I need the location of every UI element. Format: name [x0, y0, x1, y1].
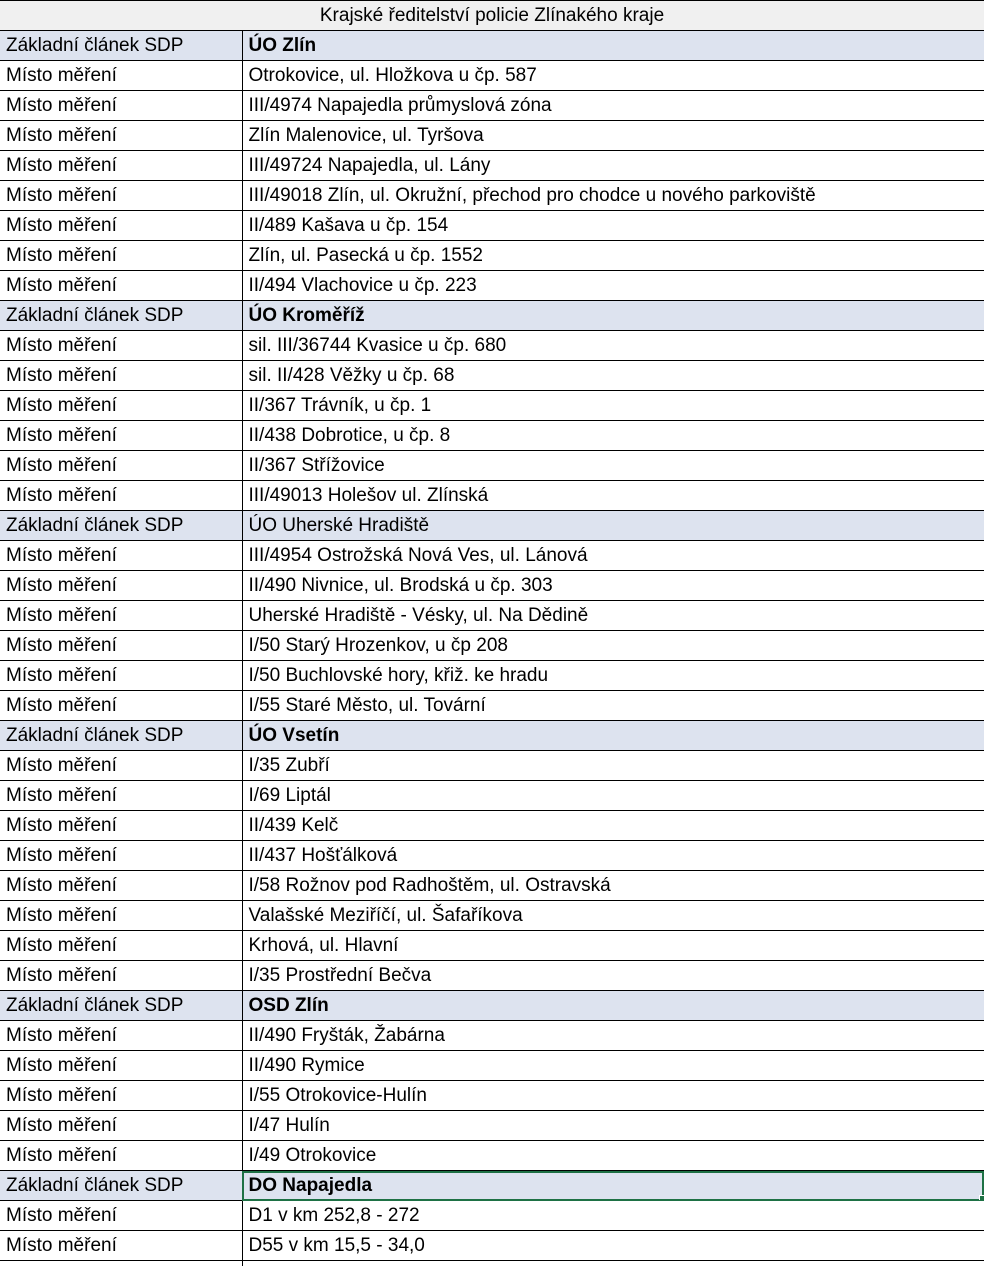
site-value-text: II/437 Hošťálková — [248, 845, 398, 866]
site-label-cell[interactable]: Místo měření — [0, 841, 242, 871]
site-value-text: I/69 Liptál — [248, 785, 331, 806]
site-label-cell[interactable]: Místo měření — [0, 1081, 242, 1111]
site-value-text: Zlín Malenovice, ul. Tyršova — [248, 125, 484, 146]
table-row — [0, 691, 984, 721]
site-value-text: III/49018 Zlín, ul. Okružní, přechod pro chodce u nového parkoviště — [248, 185, 816, 206]
site-label-cell[interactable]: Místo měření — [0, 571, 242, 601]
site-value-text: II/439 Kelč — [248, 815, 339, 836]
site-value-cell[interactable] — [242, 451, 984, 481]
site-value-text: II/367 Střížovice — [248, 455, 385, 476]
site-label-cell[interactable]: Místo měření — [0, 331, 242, 361]
table-row — [0, 1081, 984, 1111]
group-name-cell[interactable] — [242, 511, 984, 541]
table-row — [0, 751, 984, 781]
group-label-cell[interactable]: Základní článek SDP — [0, 31, 242, 61]
site-value-cell[interactable] — [242, 331, 984, 361]
group-name-text: ÚO Vsetín — [248, 725, 340, 746]
site-value-text: II/367 Trávník, u čp. 1 — [248, 395, 432, 416]
site-value-cell[interactable] — [242, 961, 984, 991]
table-row — [0, 871, 984, 901]
site-value-cell[interactable] — [242, 121, 984, 151]
site-value-cell[interactable] — [242, 61, 984, 91]
site-value-text: Zlín, ul. Pasecká u čp. 1552 — [248, 245, 483, 266]
site-value-cell[interactable] — [242, 151, 984, 181]
table-row — [0, 781, 984, 811]
site-value-cell[interactable] — [242, 1261, 984, 1266]
site-value-cell[interactable] — [242, 181, 984, 211]
site-value-text: II/494 Vlachovice u čp. 223 — [248, 275, 477, 296]
table-row — [0, 91, 984, 121]
site-value-text: III/4974 Napajedla průmyslová zóna — [248, 95, 552, 116]
site-value-cell[interactable] — [242, 691, 984, 721]
site-value-text: III/49724 Napajedla, ul. Lány — [248, 155, 491, 176]
group-header-row — [0, 991, 984, 1021]
group-name-cell[interactable] — [242, 31, 984, 61]
site-label-cell[interactable]: Místo měření — [0, 1021, 242, 1051]
group-header-row — [0, 31, 984, 61]
site-value-cell[interactable] — [242, 391, 984, 421]
site-value-cell[interactable] — [242, 1081, 984, 1111]
table-row — [0, 601, 984, 631]
table-row — [0, 901, 984, 931]
site-value-cell[interactable] — [242, 901, 984, 931]
site-label-cell[interactable]: Místo měření — [0, 871, 242, 901]
site-value-cell[interactable] — [242, 811, 984, 841]
table-row — [0, 931, 984, 961]
site-value-text: sil. III/36744 Kvasice u čp. 680 — [248, 335, 507, 356]
site-label-cell[interactable]: Místo měření — [0, 91, 242, 121]
table-row — [0, 841, 984, 871]
site-value-cell[interactable] — [242, 631, 984, 661]
site-label-cell[interactable]: Místo měření — [0, 751, 242, 781]
table-row — [0, 1141, 984, 1171]
site-label-cell[interactable]: Místo měření — [0, 601, 242, 631]
site-value-cell[interactable] — [242, 1021, 984, 1051]
site-value-text: II/438 Dobrotice, u čp. 8 — [248, 425, 451, 446]
group-name-text: ÚO Uherské Hradiště — [248, 515, 430, 536]
site-value-cell[interactable] — [242, 1231, 984, 1261]
site-value-text: III/49013 Holešov ul. Zlínská — [248, 485, 489, 506]
site-value-text: D1 v km 252,8 - 272 — [248, 1205, 420, 1226]
table-row — [0, 451, 984, 481]
site-value-cell[interactable] — [242, 211, 984, 241]
site-value-cell[interactable] — [242, 1141, 984, 1171]
group-name-cell[interactable] — [242, 721, 984, 751]
site-label-cell[interactable]: Místo měření — [0, 271, 242, 301]
site-value-text: I/49 Otrokovice — [248, 1145, 377, 1166]
site-value-cell[interactable] — [242, 481, 984, 511]
table-row — [0, 241, 984, 271]
table-row — [0, 391, 984, 421]
group-name-text: ÚO Zlín — [248, 35, 317, 56]
table-row — [0, 1051, 984, 1081]
site-label-cell[interactable]: Místo měření — [0, 811, 242, 841]
site-value-text: II/490 Rymice — [248, 1055, 365, 1076]
group-name-text: ÚO Kroměříž — [248, 305, 365, 326]
group-header-row — [0, 1171, 984, 1201]
site-label-cell[interactable]: Místo měření — [0, 661, 242, 691]
site-label-cell[interactable] — [0, 1261, 242, 1266]
site-value-text: I/55 Otrokovice-Hulín — [248, 1085, 427, 1106]
site-value-cell[interactable] — [242, 91, 984, 121]
table-row — [0, 211, 984, 241]
table-row — [0, 1021, 984, 1051]
site-value-cell[interactable] — [242, 781, 984, 811]
site-value-cell[interactable] — [242, 871, 984, 901]
table-row — [0, 811, 984, 841]
table-row — [0, 121, 984, 151]
table-row — [0, 61, 984, 91]
sheet-title-cell[interactable]: Krajské ředitelství policie Zlínakého kraje — [0, 1, 984, 31]
group-header-row — [0, 301, 984, 331]
site-label-cell[interactable]: Místo měření — [0, 181, 242, 211]
site-label-cell[interactable]: Místo měření — [0, 1141, 242, 1171]
site-value-text: Uherské Hradiště - Vésky, ul. Na Dědině — [248, 605, 589, 626]
site-value-cell[interactable] — [242, 421, 984, 451]
site-value-text: I/47 Hulín — [248, 1115, 330, 1136]
site-label-cell[interactable]: Místo měření — [0, 1051, 242, 1081]
group-label-cell[interactable]: Základní článek SDP — [0, 511, 242, 541]
site-label-cell[interactable]: Místo měření — [0, 1111, 242, 1141]
site-value-cell[interactable] — [242, 271, 984, 301]
group-label-cell[interactable]: Základní článek SDP — [0, 721, 242, 751]
site-value-text: sil. II/428 Věžky u čp. 68 — [248, 365, 455, 386]
site-value-text: I/58 Rožnov pod Radhoštěm, ul. Ostravská — [248, 875, 611, 896]
site-label-cell[interactable]: Místo měření — [0, 931, 242, 961]
site-value-cell[interactable] — [242, 1051, 984, 1081]
table-row — [0, 331, 984, 361]
site-value-text: I/35 Zubří — [248, 755, 330, 776]
site-value-cell[interactable] — [242, 661, 984, 691]
fill-handle-icon[interactable] — [979, 1195, 984, 1201]
group-label-cell[interactable]: Základní článek SDP — [0, 1171, 242, 1201]
site-label-cell[interactable]: Místo měření — [0, 1231, 242, 1261]
title-row — [0, 1, 984, 31]
table-row — [0, 181, 984, 211]
site-label-cell[interactable]: Místo měření — [0, 691, 242, 721]
site-label-cell[interactable]: Místo měření — [0, 421, 242, 451]
site-value-text: I/50 Buchlovské hory, křiž. ke hradu — [248, 665, 549, 686]
site-label-cell[interactable]: Místo měření — [0, 631, 242, 661]
site-label-cell[interactable]: Místo měření — [0, 151, 242, 181]
site-label-cell[interactable]: Místo měření — [0, 781, 242, 811]
site-value-text: II/489 Kašava u čp. 154 — [248, 215, 449, 236]
site-label-cell[interactable]: Místo měření — [0, 61, 242, 91]
site-value-cell[interactable] — [242, 841, 984, 871]
site-value-text: I/55 Staré Město, ul. Tovární — [248, 695, 486, 716]
group-name-text: OSD Zlín — [248, 995, 329, 1016]
site-label-cell[interactable]: Místo měření — [0, 121, 242, 151]
table-row — [0, 541, 984, 571]
site-label-cell[interactable]: Místo měření — [0, 241, 242, 271]
table-row — [0, 481, 984, 511]
table-row — [0, 151, 984, 181]
group-name-cell[interactable] — [242, 991, 984, 1021]
site-value-cell[interactable] — [242, 751, 984, 781]
site-label-cell[interactable]: Místo měření — [0, 211, 242, 241]
table-row — [0, 421, 984, 451]
site-label-cell[interactable]: Místo měření — [0, 391, 242, 421]
site-value-text: I/35 Prostřední Bečva — [248, 965, 432, 986]
site-value-text: II/490 Fryšták, Žabárna — [248, 1025, 445, 1046]
site-label-cell[interactable]: Místo měření — [0, 361, 242, 391]
site-value-text: Valašské Meziříčí, ul. Šafaříkova — [248, 905, 523, 926]
site-value-cell[interactable] — [242, 1201, 984, 1231]
table-row — [0, 361, 984, 391]
site-label-cell[interactable]: Místo měření — [0, 961, 242, 991]
site-value-cell[interactable] — [242, 1111, 984, 1141]
site-value-cell[interactable] — [242, 361, 984, 391]
site-value-cell[interactable] — [242, 931, 984, 961]
site-value-text: I/50 Starý Hrozenkov, u čp 208 — [248, 635, 508, 656]
site-value-text: II/490 Nivnice, ul. Brodská u čp. 303 — [248, 575, 553, 596]
site-value-text: III/4954 Ostrožská Nová Ves, ul. Lánová — [248, 545, 588, 566]
site-value-cell[interactable] — [242, 571, 984, 601]
site-value-cell[interactable] — [242, 241, 984, 271]
table-row — [0, 271, 984, 301]
table-row — [0, 961, 984, 991]
table-row — [0, 1201, 984, 1231]
group-label-cell[interactable]: Základní článek SDP — [0, 301, 242, 331]
group-header-row — [0, 511, 984, 541]
table-row — [0, 1111, 984, 1141]
site-value-text: D55 v km 15,5 - 34,0 — [248, 1235, 425, 1256]
site-label-cell[interactable]: Místo měření — [0, 1201, 242, 1231]
group-name-text: DO Napajedla — [248, 1175, 373, 1196]
table-row — [0, 661, 984, 691]
site-label-cell[interactable]: Místo měření — [0, 901, 242, 931]
site-label-cell[interactable]: Místo měření — [0, 541, 242, 571]
table-row — [0, 631, 984, 661]
site-label-cell[interactable]: Místo měření — [0, 481, 242, 511]
site-value-cell[interactable] — [242, 601, 984, 631]
site-value-text: Krhová, ul. Hlavní — [248, 935, 399, 956]
group-header-row — [0, 721, 984, 751]
group-name-cell[interactable] — [242, 301, 984, 331]
site-value-cell[interactable] — [242, 541, 984, 571]
group-label-cell[interactable]: Základní článek SDP — [0, 991, 242, 1021]
table-row — [0, 1261, 984, 1266]
site-value-text: Otrokovice, ul. Hložkova u čp. 587 — [248, 65, 537, 86]
table-row — [0, 1231, 984, 1261]
site-label-cell[interactable]: Místo měření — [0, 451, 242, 481]
table-row — [0, 571, 984, 601]
group-name-cell[interactable] — [242, 1171, 984, 1201]
